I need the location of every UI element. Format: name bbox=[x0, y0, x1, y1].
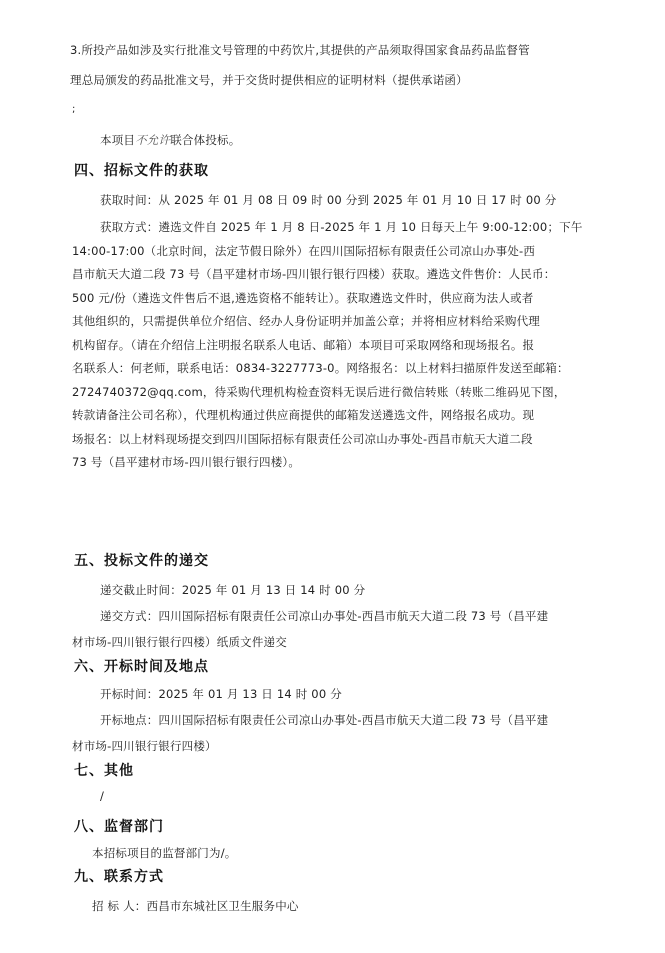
section-heading-submit: 五、投标文件的递交 bbox=[74, 553, 209, 569]
consortium-statement bbox=[100, 132, 240, 148]
contact-tenderer: 招 标 人：西昌市东城社区卫生服务中心 bbox=[92, 899, 299, 913]
item3-line2: 理总局颁发的药品批准文号，并于交货时提供相应的证明材料（提供承诺函） bbox=[70, 73, 468, 87]
consortium-status: 不允许 bbox=[135, 133, 171, 147]
other-text: / bbox=[100, 789, 105, 803]
acquire-method-line: 名联系人：何老师，联系电话：0834-3227773-0。网络报名：以上材料扫描原件发送至邮箱： bbox=[72, 361, 569, 375]
consortium-prefix: 本项目 bbox=[100, 133, 136, 147]
submit-method-line1: 递交方式：四川国际招标有限责任公司凉山办事处-西昌市航天大道二段 73 号（昌平建 bbox=[100, 609, 549, 623]
section-heading-supervision: 八、监督部门 bbox=[74, 819, 164, 835]
acquire-method-line: 500 元/份（遴选文件售后不退,遴选资格不能转让）。获取遴选文件时，供应商为法人或者 bbox=[72, 290, 534, 305]
submit-deadline: 递交截止时间：2025 年 01 月 13 日 14 时 00 分 bbox=[100, 583, 366, 597]
item3-trail: ; bbox=[72, 104, 76, 115]
opening-time: 开标时间：2025 年 01 月 13 日 14 时 00 分 bbox=[100, 687, 342, 701]
consortium-suffix: 联合体投标。 bbox=[170, 133, 241, 147]
opening-place-line2: 材市场-四川银行银行四楼） bbox=[72, 739, 217, 753]
section-heading-contact: 九、联系方式 bbox=[74, 869, 164, 885]
acquire-time: 获取时间：从 2025 年 01 月 08 日 09 时 00 分到 2025 年 01 月 10 日 17 时 00 分 bbox=[100, 193, 557, 207]
acquire-method-line: 73 号（昌平建材市场-四川银行银行四楼）。 bbox=[72, 455, 301, 469]
section-heading-acquire: 四、招标文件的获取 bbox=[74, 163, 209, 179]
acquire-method-line: 获取方式：遴选文件自 2025 年 1 月 8 日-2025 年 1 月 10 日每天上午 9:00-12:00；下午 bbox=[100, 220, 583, 234]
acquire-method-line: 2724740372@qq.com，待采购代理机构检查资料无误后进行微信转账（转账二维码见下图， bbox=[72, 384, 566, 399]
submit-method-line2: 材市场-四川银行银行四楼）纸质文件递交 bbox=[72, 635, 287, 649]
acquire-method-line: 场报名：以上材料现场提交到四川国际招标有限责任公司凉山办事处-西昌市航天大道二段 bbox=[72, 431, 533, 446]
acquire-method-line: 机构留存。（请在介绍信上注明报名联系人电话、邮箱）本项目可采取网络和现场报名。报 bbox=[72, 337, 535, 352]
section-heading-opening: 六、开标时间及地点 bbox=[74, 659, 209, 675]
supervision-text: 本招标项目的监督部门为/。 bbox=[92, 846, 237, 860]
section-heading-other: 七、其他 bbox=[74, 763, 134, 779]
acquire-method-line: 昌市航天大道二段 73 号（昌平建材市场-四川银行银行四楼）获取。遴选文件售价：人民币： bbox=[72, 267, 556, 281]
item3-line1: 3.所投产品如涉及实行批准文号管理的中药饮片,其提供的产品须取得国家食品药品监督管 bbox=[70, 43, 530, 57]
acquire-method-line: 转款请备注公司名称），代理机构通过供应商提供的邮箱发送遴选文件，网络报名成功。现 bbox=[72, 408, 535, 422]
acquire-method-line: 14:00-17:00（北京时间，法定节假日除外）在四川国际招标有限责任公司凉山办事处-西 bbox=[72, 243, 536, 258]
acquire-method bbox=[72, 216, 612, 475]
acquire-method-line: 其他组织的，只需提供单位介绍信、经办人身份证明并加盖公章；并将相应材料给采购代理 bbox=[72, 314, 540, 328]
opening-place-line1: 开标地点：四川国际招标有限责任公司凉山办事处-西昌市航天大道二段 73 号（昌平建 bbox=[100, 713, 549, 727]
